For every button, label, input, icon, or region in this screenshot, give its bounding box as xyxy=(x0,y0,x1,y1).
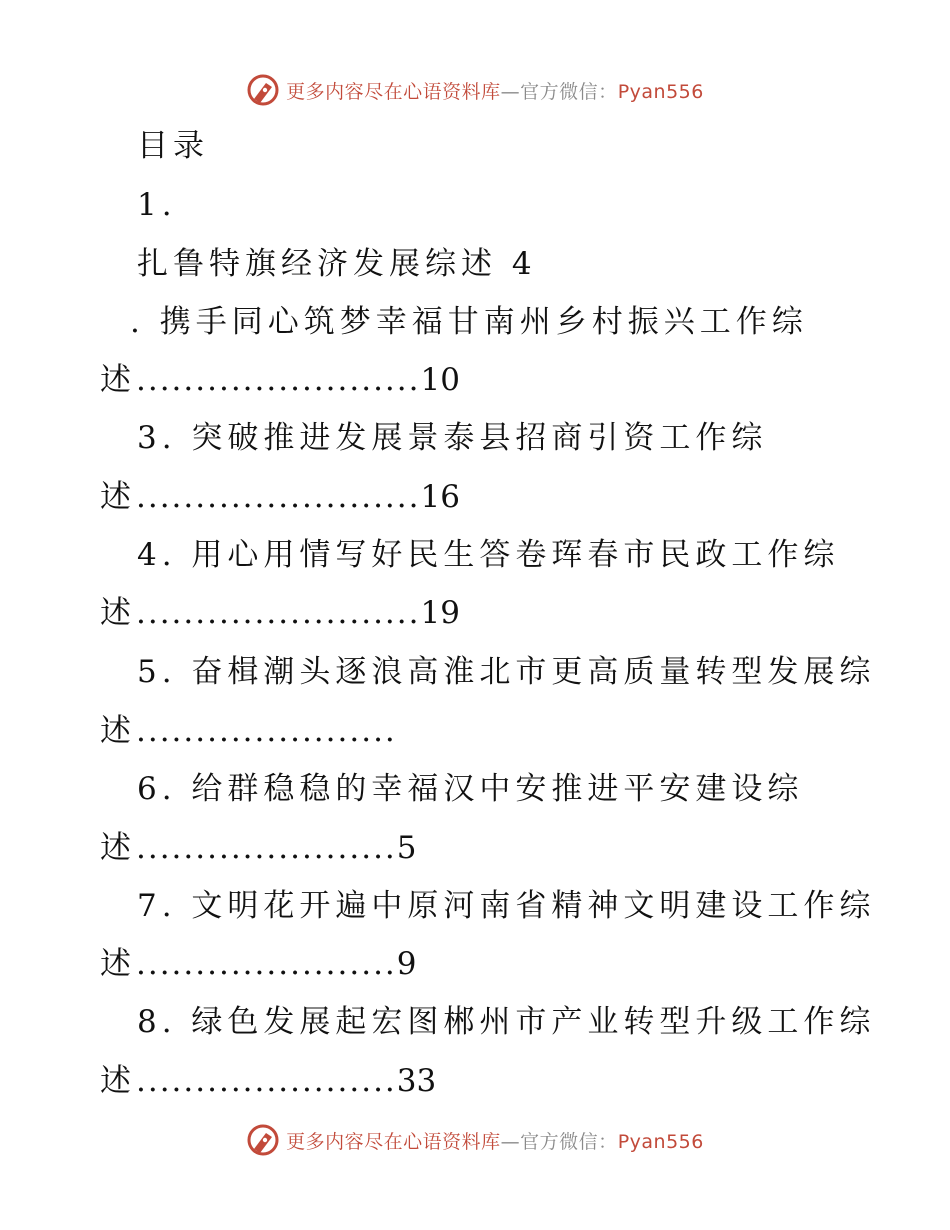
leader-dots: ...................... xyxy=(136,830,397,866)
leader-dots: ........................ xyxy=(136,595,421,631)
toc-item-2-cont: 述........................10 xyxy=(100,362,460,398)
watermark-inner xyxy=(246,1123,704,1157)
toc-item-3-text: 3. 突破推进发展景泰县招商引资工作综 xyxy=(137,420,768,456)
toc-item-8-cont: 述......................33 xyxy=(100,1063,437,1099)
toc-item-3-cont: 述........................16 xyxy=(100,479,460,515)
watermark-inner xyxy=(246,73,704,107)
toc-title: 目录 xyxy=(137,128,209,164)
toc-item-8-text: 8. 绿色发展起宏图郴州市产业转型升级工作综 xyxy=(137,1004,876,1040)
page-number: 33 xyxy=(396,1063,437,1099)
toc-item-6-cont: 述......................5 xyxy=(100,830,417,866)
pen-nib-logo-icon xyxy=(246,1123,280,1157)
page-number: 19 xyxy=(420,595,460,631)
toc-item-6-text: 6. 给群稳稳的幸福汉中安推进平安建设综 xyxy=(137,771,804,807)
toc-item-1-text: 扎鲁特旗经济发展综述 4 xyxy=(137,246,537,282)
watermark-banner-top xyxy=(0,70,950,110)
page-number: 16 xyxy=(420,479,460,515)
watermark-text: 更多内容尽在心语资料库—官方微信：Pyan556 xyxy=(286,1130,704,1153)
toc-item-7-cont: 述......................9 xyxy=(100,946,417,982)
toc-item-4-cont: 述........................19 xyxy=(100,595,460,631)
page-number: 10 xyxy=(420,362,460,398)
toc-item-5-cont: 述...................... xyxy=(100,713,397,749)
leader-dots: ........................ xyxy=(136,479,421,515)
leader-dots: ........................ xyxy=(136,362,421,398)
watermark-banner-bottom xyxy=(0,1120,950,1160)
watermark-text: 更多内容尽在心语资料库—官方微信：Pyan556 xyxy=(286,80,704,103)
pen-nib-logo-icon xyxy=(246,73,280,107)
page-number: 9 xyxy=(396,946,417,982)
toc-item-2-text: . 携手同心筑梦幸福甘南州乡村振兴工作综 xyxy=(130,304,808,340)
leader-dots: ...................... xyxy=(136,713,397,749)
leader-dots: ...................... xyxy=(136,1063,397,1099)
toc-item-1-number: 1. xyxy=(137,187,177,223)
toc-item-7-text: 7. 文明花开遍中原河南省精神文明建设工作综 xyxy=(137,888,876,924)
page-number: 5 xyxy=(396,830,417,866)
toc-item-4-text: 4. 用心用情写好民生答卷珲春市民政工作综 xyxy=(137,537,840,573)
leader-dots: ...................... xyxy=(136,946,397,982)
toc-item-5-text: 5. 奋楫潮头逐浪高淮北市更高质量转型发展综 xyxy=(137,654,876,690)
